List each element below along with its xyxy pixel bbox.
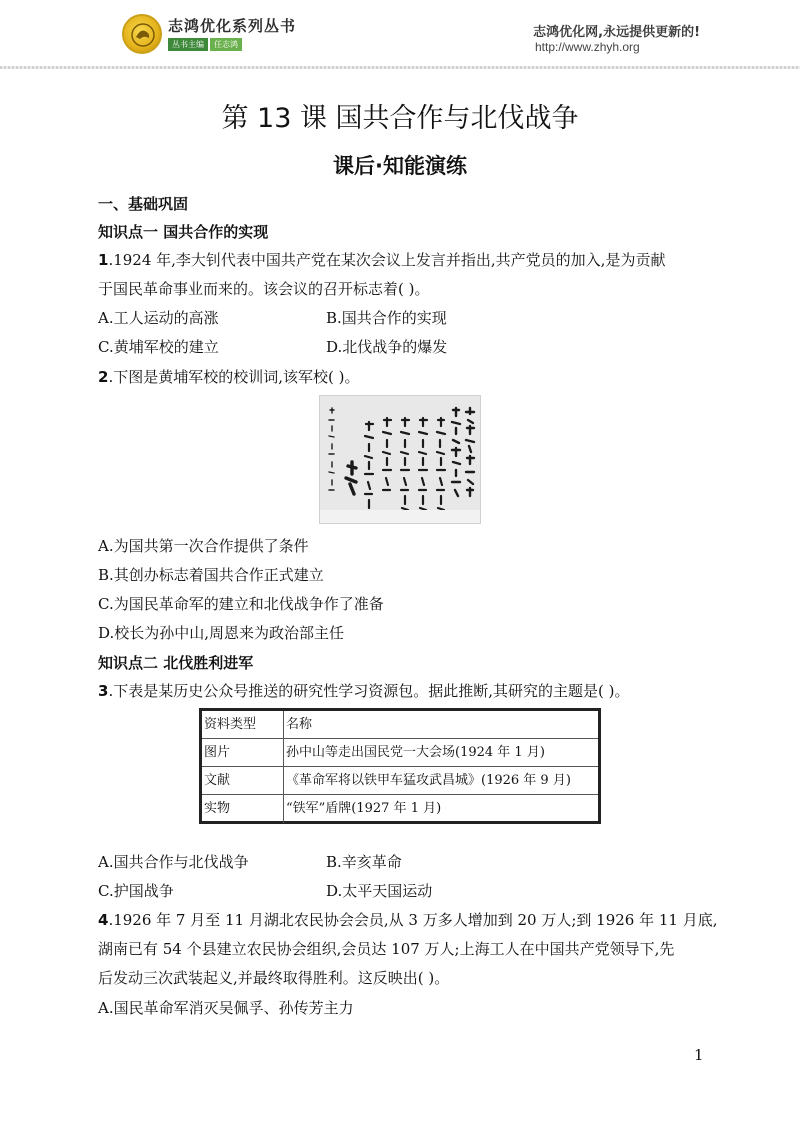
question-number: 3 — [98, 682, 109, 700]
header-divider — [0, 66, 800, 69]
question-1-stem — [98, 250, 665, 270]
question-number: 2 — [98, 368, 109, 386]
table-cell: “铁军”盾牌(1927 年 1 月) — [286, 801, 442, 816]
editor-name: 任志鸿 — [210, 38, 242, 51]
page-header — [0, 0, 800, 72]
table-row — [202, 795, 598, 823]
question-4-stem-cont: 后发动三次武装起义,并最终取得胜利。这反映出( )。 — [98, 969, 450, 987]
knowledge-point-heading: 知识点一 国共合作的实现 — [98, 223, 269, 241]
question-4-stem-cont: 湖南已有 54 个县建立农民协会组织,会员达 107 万人;上海工人在中国共产党领导下,先 — [98, 940, 675, 958]
page-number: 1 — [694, 1046, 704, 1064]
knowledge-point-heading: 知识点二 北伐胜利进军 — [98, 654, 254, 672]
table-cell: 文献 — [202, 767, 284, 794]
editor-label: 丛书主编 — [168, 38, 208, 51]
question-number: 1 — [98, 251, 109, 269]
option-a[interactable]: A.为国共第一次合作提供了条件 — [98, 537, 309, 555]
calligraphy-image — [319, 395, 481, 524]
section-subtitle: 课后·知能演练 — [333, 154, 467, 178]
question-4-stem — [98, 910, 717, 930]
option-a[interactable]: A.工人运动的高涨 — [98, 309, 219, 327]
option-d[interactable]: D.太平天国运动 — [326, 882, 433, 900]
lesson-title: 第 13 课 国共合作与北伐战争 — [221, 103, 579, 134]
option-c[interactable]: C.护国战争 — [98, 882, 174, 900]
section-heading: 一、基础巩固 — [98, 195, 189, 213]
question-text: .下表是某历史公众号推送的研究性学习资源包。据此推断,其研究的主题是( )。 — [108, 682, 630, 700]
option-c[interactable]: C.黄埔军校的建立 — [98, 338, 219, 356]
question-text: .1924 年,李大钊代表中国共产党在某次会议上发言并指出,共产党员的加入,是为贡献 — [108, 251, 666, 269]
table-cell: 实物 — [202, 795, 284, 823]
question-text: .1926 年 7 月至 11 月湖北农民协会会员,从 3 万多人增加到 20 万人;到 1926 年 11 月底, — [108, 911, 718, 929]
series-title: 志鸿优化系列丛书 — [168, 17, 297, 35]
option-a[interactable]: A.国共合作与北伐战争 — [98, 853, 249, 871]
table-header-cell: 名称 — [286, 717, 313, 732]
table-row — [202, 767, 598, 795]
question-number: 4 — [98, 911, 109, 929]
series-logo-icon — [122, 14, 162, 54]
option-b[interactable]: B.国共合作的实现 — [326, 309, 447, 327]
table-header-cell: 资料类型 — [202, 711, 284, 738]
question-1-stem-cont: 于国民革命事业而来的。该会议的召开标志着( )。 — [98, 280, 430, 298]
question-text: .下图是黄埔军校的校训词,该军校( )。 — [108, 368, 360, 386]
table-cell: 孙中山等走出国民党一大会场(1924 年 1 月) — [286, 745, 545, 760]
site-slogan: 志鸿优化网,永远提供更新的! — [533, 25, 700, 40]
option-b[interactable]: B.辛亥革命 — [326, 853, 402, 871]
site-url[interactable]: http://www.zhyh.org — [535, 40, 640, 54]
table-header-row — [202, 711, 598, 739]
option-a[interactable]: A.国民革命军消灭吴佩孚、孙传芳主力 — [98, 999, 354, 1017]
option-d[interactable]: D.校长为孙中山,周恩来为政治部主任 — [98, 624, 345, 642]
option-c[interactable]: C.为国民革命军的建立和北伐战争作了准备 — [98, 595, 384, 613]
table-cell: 图片 — [202, 739, 284, 766]
resource-table — [199, 708, 601, 824]
table-row — [202, 739, 598, 767]
question-3-stem — [98, 681, 629, 701]
option-b[interactable]: B.其创办标志着国共合作正式建立 — [98, 566, 324, 584]
option-d[interactable]: D.北伐战争的爆发 — [326, 338, 448, 356]
question-2-stem — [98, 367, 359, 387]
series-editor — [168, 38, 242, 51]
table-cell: 《革命军将以铁甲车猛攻武昌城》(1926 年 9 月) — [286, 773, 571, 788]
